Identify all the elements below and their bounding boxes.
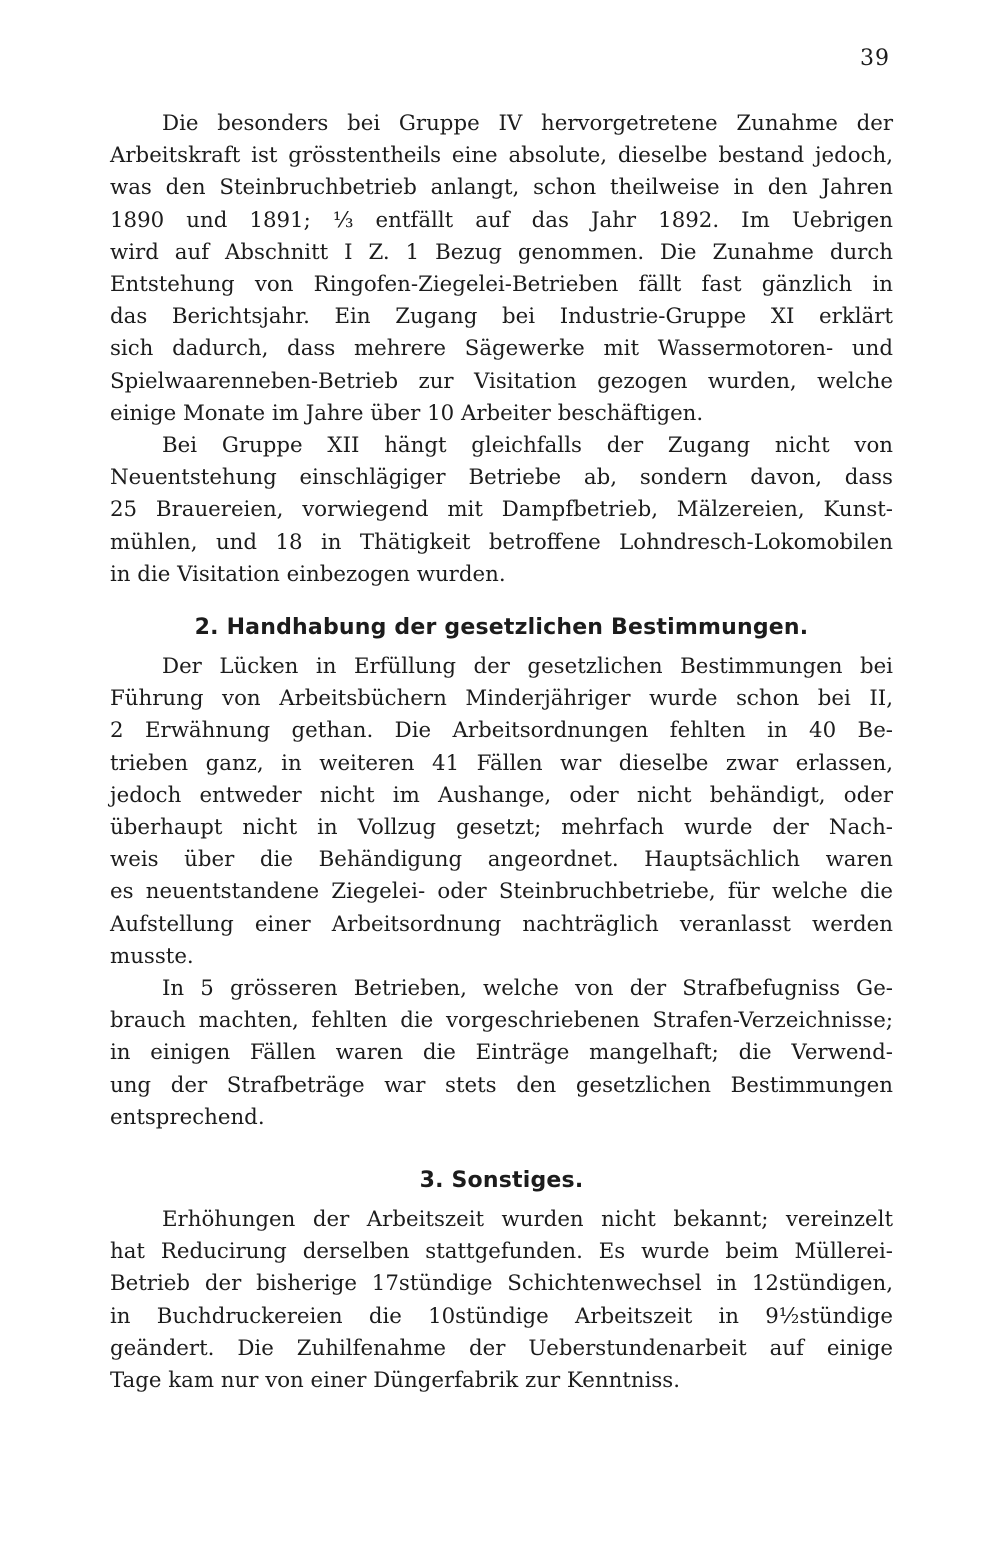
text-line: brauch machten, fehlten die vorgeschriebenen Strafen-Verzeichnisse; bbox=[110, 1008, 893, 1034]
text-line: Führung von Arbeitsbüchern Minderjähriger wurde schon bei II, bbox=[110, 686, 893, 712]
text-line: in einigen Fällen waren die Einträge mangelhaft; die Verwend- bbox=[110, 1040, 893, 1066]
text-line: Aufstellung einer Arbeitsordnung nachträglich veranlasst werden bbox=[110, 911, 893, 937]
text-line: In 5 grösseren Betrieben, welche von der Strafbefugniss Ge- bbox=[162, 976, 893, 1002]
section-3-text bbox=[110, 1204, 893, 1397]
text-line: hat Reducirung derselben stattgefunden. Es wurde beim Müllerei- bbox=[110, 1239, 893, 1265]
page-number: 39 bbox=[860, 46, 890, 71]
text-line: in die Visitation einbezogen wurden. bbox=[110, 561, 506, 587]
text-line: Bei Gruppe XII hängt gleichfalls der Zugang nicht von bbox=[162, 433, 893, 459]
text-line: Der Lücken in Erfüllung der gesetzlichen Bestimmungen bei bbox=[162, 654, 893, 679]
text-line: entsprechend. bbox=[110, 1104, 265, 1130]
text-line: weis über die Behändigung angeordnet. Hauptsächlich waren bbox=[110, 847, 893, 873]
text-line: jedoch entweder nicht im Aushange, oder nicht behändigt, oder bbox=[110, 782, 893, 808]
section-3-heading: 3. Sonstiges. bbox=[419, 1168, 584, 1193]
text-line: 2 Erwähnung gethan. Die Arbeitsordnungen fehlten in 40 Be- bbox=[110, 718, 893, 744]
text-line: Entstehung von Ringofen-Ziegelei-Betrieben fällt fast gänzlich in bbox=[110, 272, 893, 298]
text-line: Arbeitskraft ist grösstentheils eine absolute, dieselbe bestand jedoch, bbox=[110, 143, 893, 169]
text-line: Betrieb der bisherige 17stündige Schichtenwechsel in 12stündigen, bbox=[110, 1271, 893, 1297]
text-line: überhaupt nicht in Vollzug gesetzt; mehrfach wurde der Nach- bbox=[110, 815, 893, 841]
text-line: Erhöhungen der Arbeitszeit wurden nicht bekannt; vereinzelt bbox=[162, 1207, 893, 1232]
text-line: mühlen, und 18 in Thätigkeit betroffene Lohndresch-Lokomobilen bbox=[110, 529, 893, 555]
section-2-heading: 2. Handhabung der gesetzlichen Bestimmungen. bbox=[194, 615, 809, 640]
text-line: Spielwaarenneben-Betrieb zur Visitation gezogen wurden, welche bbox=[110, 368, 893, 394]
text-line: ung der Strafbeträge war stets den gesetzlichen Bestimmungen bbox=[110, 1072, 893, 1098]
text-line: was den Steinbruchbetrieb anlangt, schon theilweise in den Jahren bbox=[110, 175, 893, 201]
paragraph-4 bbox=[110, 973, 893, 1134]
paragraph-5 bbox=[110, 1204, 893, 1397]
text-line: trieben ganz, in weiteren 41 Fällen war dieselbe zwar erlassen, bbox=[110, 750, 893, 776]
paragraph-3 bbox=[110, 651, 893, 973]
text-line: Neuentstehung einschlägiger Betriebe ab, sondern davon, dass bbox=[110, 465, 893, 491]
text-line: 25 Brauereien, vorwiegend mit Dampfbetrieb, Mälzereien, Kunst- bbox=[110, 497, 893, 523]
text-line: musste. bbox=[110, 943, 194, 969]
paragraph-1 bbox=[110, 108, 893, 430]
text-line: sich dadurch, dass mehrere Sägewerke mit Wassermotoren- und bbox=[110, 336, 893, 362]
section-2-text bbox=[110, 651, 893, 1134]
text-line: Die besonders bei Gruppe IV hervorgetretene Zunahme der bbox=[162, 111, 893, 136]
paragraph-2 bbox=[110, 430, 893, 591]
text-line: in Buchdruckereien die 10stündige Arbeitszeit in 9½stündige bbox=[110, 1303, 893, 1329]
text-line: es neuentstandene Ziegelei- oder Steinbruchbetriebe, für welche die bbox=[110, 879, 893, 905]
text-line: geändert. Die Zuhilfenahme der Ueberstundenarbeit auf einige bbox=[110, 1335, 893, 1361]
text-line: einige Monate im Jahre über 10 Arbeiter beschäftigen. bbox=[110, 400, 704, 426]
text-line: Tage kam nur von einer Düngerfabrik zur Kenntniss. bbox=[110, 1368, 681, 1394]
text-line: das Berichtsjahr. Ein Zugang bei Industrie-Gruppe XI erklärt bbox=[110, 304, 893, 330]
section-1-text bbox=[110, 108, 893, 591]
text-line: 1890 und 1891; ⅓ entfällt auf das Jahr 1892. Im Uebrigen bbox=[110, 207, 893, 233]
text-line: wird auf Abschnitt I Z. 1 Bezug genommen. Die Zunahme durch bbox=[110, 239, 893, 265]
